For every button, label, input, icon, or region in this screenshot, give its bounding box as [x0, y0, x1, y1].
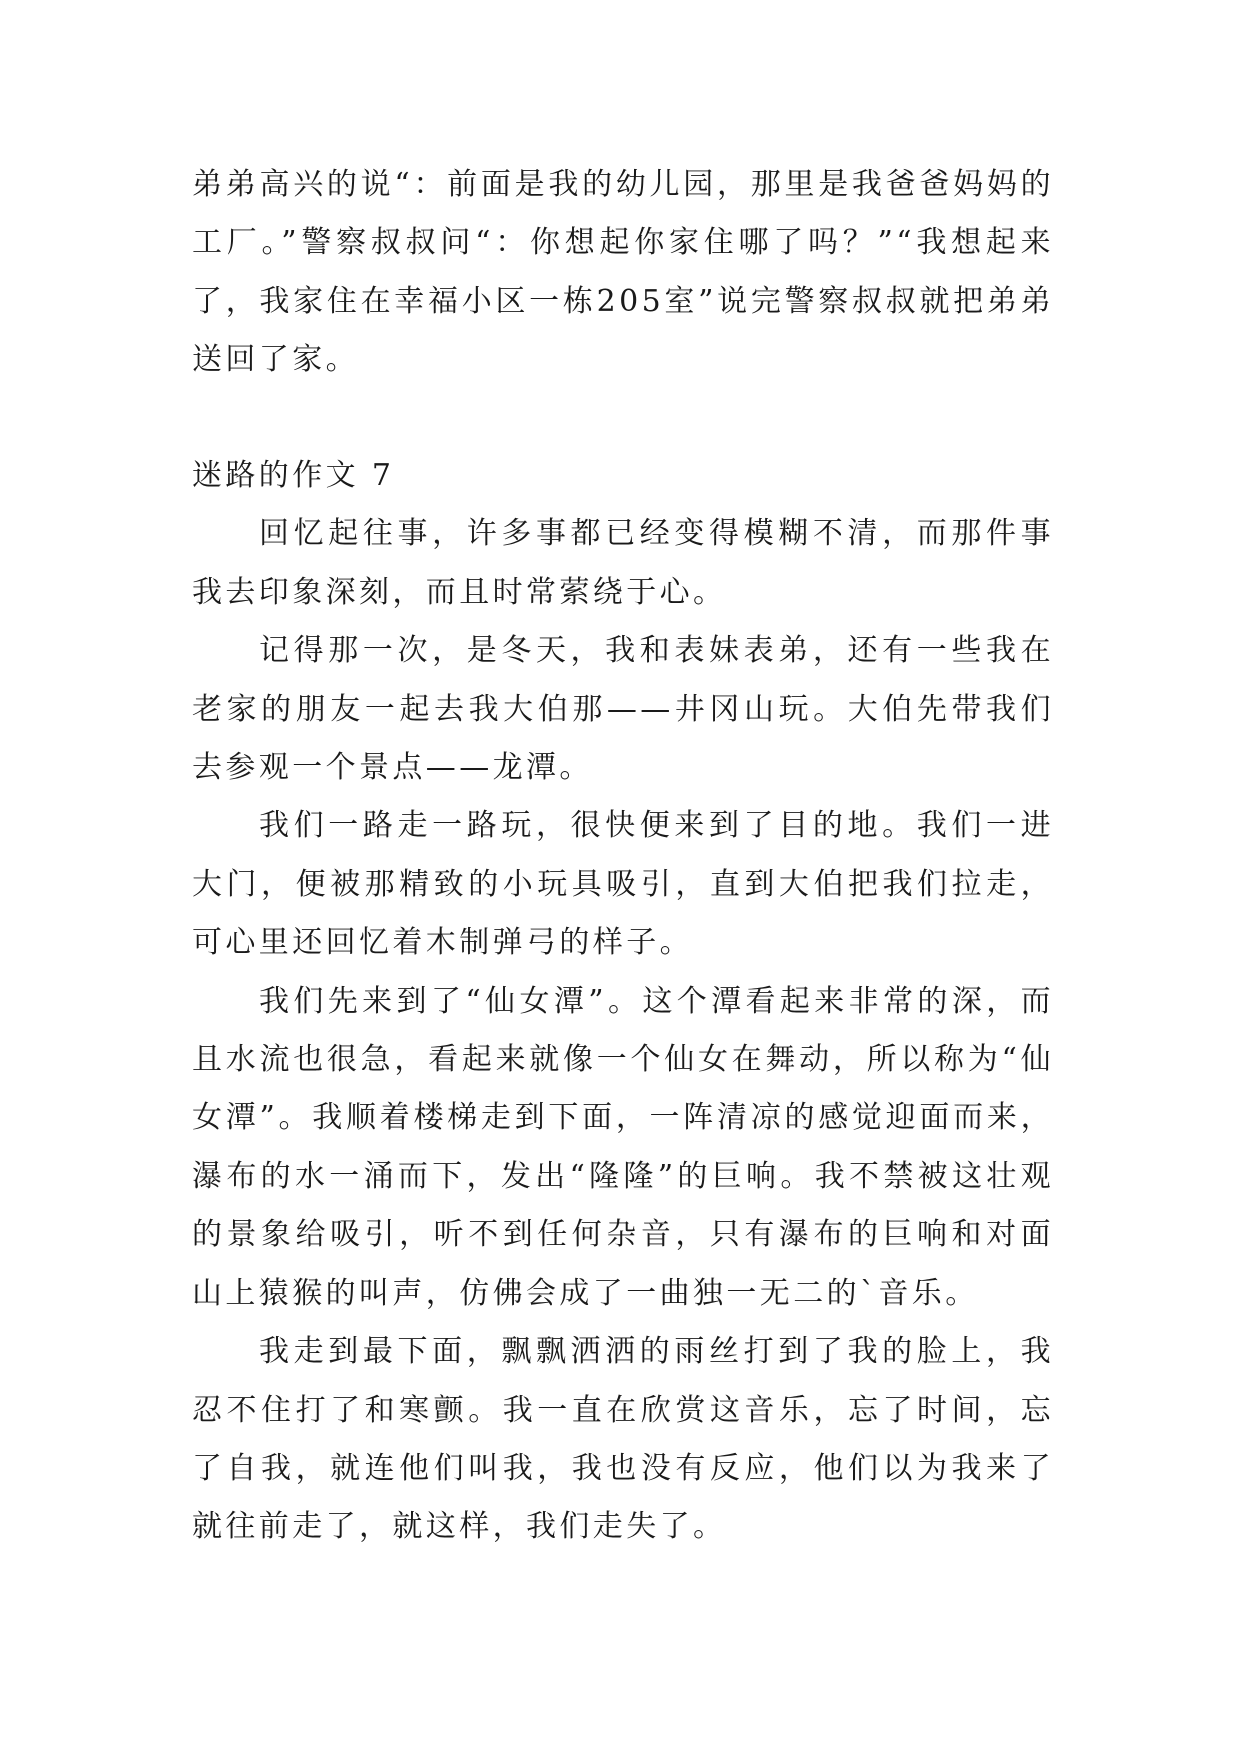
previous-essay-ending	[192, 156, 1054, 390]
essay-section	[192, 447, 1054, 1557]
paragraph: 我走到最下面，飘飘洒洒的雨丝打到了我的脸上，我忍不住打了和寒颤。我一直在欣赏这音乐，忘了时间，忘了自我，就连他们叫我，我也没有反应，他们以为我来了就往前走了，就这样，我们走失了。	[192, 1334, 1054, 1545]
paragraph: 我们先来到了“仙女潭”。这个潭看起来非常的深，而且水流也很急，看起来就像一个仙女在舞动，所以称为“仙女潭”。我顺着楼梯走到下面，一阵清凉的感觉迎面而来，瀑布的水一涌而下，发出“隆隆”的巨响。我不禁被这壮观的景象给吸引，听不到任何杂音，只有瀑布的巨响和对面山上猿猴的叫声，仿佛会成了一曲独一无二的`音乐。	[192, 983, 1054, 1311]
paragraph: 回忆起往事，许多事都已经变得模糊不清，而那件事我去印象深刻，而且时常萦绕于心。	[192, 516, 1054, 610]
paragraph: 记得那一次，是冬天，我和表妹表弟，还有一些我在老家的朋友一起去我大伯那——井冈山玩。大伯先带我们去参观一个景点——龙潭。	[192, 633, 1054, 786]
essay-title: 迷路的作文 7	[192, 458, 395, 493]
paragraph: 我们一路走一路玩，很快便来到了目的地。我们一进大门，便被那精致的小玩具吸引，直到大伯把我们拉走，可心里还回忆着木制弹弓的样子。	[192, 808, 1054, 961]
paragraph: 弟弟高兴的说“：前面是我的幼儿园，那里是我爸爸妈妈的工厂。”警察叔叔问“：你想起你家住哪了吗？”“我想起来了，我家住在幸福小区一栋205室”说完警察叔叔就把弟弟送回了家。	[192, 167, 1054, 378]
